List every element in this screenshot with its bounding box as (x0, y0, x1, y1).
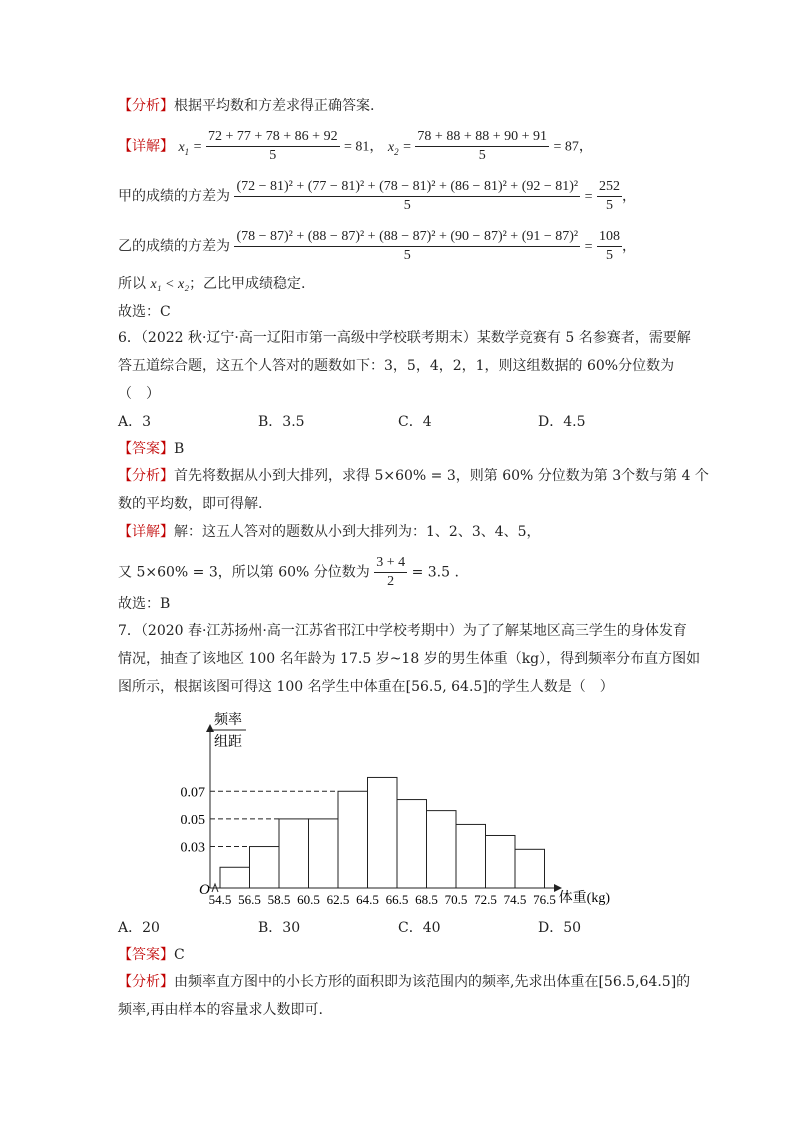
histogram-bar (250, 847, 280, 888)
histogram-bar (427, 811, 457, 888)
x-tick-label: 76.5 (533, 892, 556, 907)
detail-tag: 【详解】 (118, 138, 174, 155)
q6-answer: 【答案】B (118, 441, 185, 457)
q6-option-d: D．4.5 (538, 414, 586, 430)
y-tick-label: 0.03 (180, 840, 205, 856)
histogram-bar (338, 791, 368, 888)
analysis-text: 根据平均数和方差求得正确答案. (174, 98, 375, 114)
x-tick-label: 66.5 (385, 892, 409, 907)
q6-fraction: $\frac{3 + 4}{2}$ (376, 555, 406, 589)
q7-analysis-line1: 【分析】由频率直方图中的小长方形的面积即为该范围内的频率,先求出体重在[56.5,64.5]的 (118, 974, 691, 990)
q6-option-a: A．3 (118, 414, 152, 430)
histogram-bar (279, 819, 309, 888)
q6-choice: 故选：B (118, 596, 171, 612)
q6-option-c: C．4 (398, 414, 432, 430)
histogram-bar (456, 824, 486, 888)
q6-analysis-line1: 【分析】首先将数据从小到大排列，求得 5×60% = 3，则第 60% 分位数为第 3个数与第 4 个 (118, 468, 709, 484)
var-jia-result: $\frac{252}{5}$ (598, 179, 620, 213)
histogram-bar (486, 835, 516, 888)
q7-stem-line1: 7．（2020 春·江苏扬州·高一江苏省邗江中学校考期中）为了了解某地区高三学生的身体发育 (118, 623, 687, 639)
var-yi-prefix: 乙的成绩的方差为 (118, 238, 230, 255)
q7-answer: 【答案】C (118, 947, 185, 963)
q6-option-b: B．3.5 (258, 414, 305, 430)
q6-stem-line2: 答五道综合题，这五个人答对的题数如下：3，5，4，2，1，则这组数据的 60%分位数为 (118, 358, 675, 374)
y-tick-label: 0.07 (180, 785, 205, 801)
conclusion-math: x₁ < x₂ (150, 277, 190, 292)
x-tick-label: 70.5 (444, 892, 468, 907)
q7-analysis-line2: 频率,再由样本的容量求人数即可. (118, 1002, 323, 1018)
q7-stem-line3: 图所示，根据该图可得这 100 名学生中体重在[56.5, 64.5]的学生人数是（ ） (118, 679, 614, 695)
q7-option-c: C．40 (398, 920, 441, 936)
q7-option-b: B．30 (258, 920, 301, 936)
q5-analysis-line (118, 94, 374, 118)
x2-fraction: $\frac{78 + 88 + 88 + 90 + 91}{5}$ (417, 129, 548, 163)
x-tick-label: 58.5 (267, 892, 291, 907)
x1-symbol: $x_1$ (178, 139, 190, 157)
y-tick-label: 0.05 (180, 812, 205, 828)
x-tick-label: 56.5 (238, 892, 261, 907)
q6-stem-line3: （ ） (118, 386, 160, 402)
x1-fraction: $\frac{72 + 77 + 78 + 86 + 92}{5}$ (207, 129, 338, 163)
x-tick-label: 64.5 (356, 892, 379, 907)
x1-result: = 81， (344, 139, 384, 155)
analysis-tag: 【分析】 (118, 98, 174, 114)
var-jia-prefix: 甲的成绩的方差为 (118, 188, 230, 205)
x-axis-label: 体重(kg) (558, 891, 610, 906)
var-yi-fraction: (78 − 87)² + (88 − 87)² + (88 − 87)² + (90 − 87)² + (91 − 87)² 5 (236, 229, 579, 263)
q5-choice: 故选：C (118, 304, 171, 320)
histogram-bar (368, 777, 398, 888)
q6-analysis-line2: 数的平均数，即可得解. (118, 496, 263, 512)
q7-stem-line2: 情况，抽查了该地区 100 名年龄为 17.5 岁~18 岁的男生体重（kg），得到频率分布直方图如 (118, 651, 701, 667)
histogram-bar (397, 800, 427, 888)
x-tick-label: 62.5 (326, 892, 350, 907)
origin-label: O (199, 882, 210, 898)
x-tick-label: 72.5 (474, 892, 497, 907)
q7-option-a: A．20 (118, 920, 160, 936)
histogram-bar (220, 867, 250, 888)
var-yi-result: $\frac{108}{5}$ (598, 229, 620, 263)
y-axis-label-bottom: 组距 (214, 735, 242, 750)
q6-detail-line2: 又 5×60% = 3，所以第 60% 分位数为 $\frac{3 + 4}{2}$ = 3.5 . (118, 555, 459, 589)
q7-option-d: D．50 (538, 920, 582, 936)
frequency-histogram (170, 706, 630, 916)
histogram-bar (309, 819, 339, 888)
x-tick-label: 68.5 (415, 892, 438, 907)
histogram-bar (515, 849, 545, 888)
q5-conclusion: 所以 x₁ < x₂；乙比甲成绩稳定. (118, 276, 306, 292)
x2-result: = 87， (553, 139, 593, 155)
q6-detail-line1: 【详解】解：这五人答对的题数从小到大排列为：1、2、3、4、5， (118, 524, 541, 540)
q5-variance-jia: 甲的成绩的方差为 (72 − 81)² + (77 − 81)² + (78 − 81)² + (86 − 81)² + (92 − 81)² 5 = $\frac{252}{5}$ ， (118, 179, 636, 213)
x-tick-label: 54.5 (208, 892, 232, 907)
x-tick-label: 60.5 (297, 892, 320, 907)
var-jia-fraction: (72 − 81)² + (77 − 81)² + (78 − 81)² + (86 − 81)² + (92 − 81)² 5 (236, 179, 579, 213)
q5-variance-yi: 乙的成绩的方差为 (78 − 87)² + (88 − 87)² + (88 − 87)² + (90 − 87)² + (91 − 87)² 5 = $\frac{108}{5}$ ， (118, 229, 636, 263)
q5-detail-means: 【详解】 $x_1$ = $\frac{72 + 77 + 78 + 86 + 92}{5}$ = 81， $x_2$ = $\frac{78 + 88 + 88 + 90 + 91}{5}$ = 87， (118, 129, 593, 163)
q6-stem-line1: 6．（2022 秋·辽宁·高一辽阳市第一高级中学校联考期末）某数学竞赛有 5 名参赛者，需要解 (118, 330, 691, 346)
y-axis-label-top: 频率 (214, 713, 242, 728)
x2-symbol: $x_2$ (387, 139, 399, 157)
x-tick-label: 74.5 (503, 892, 527, 907)
